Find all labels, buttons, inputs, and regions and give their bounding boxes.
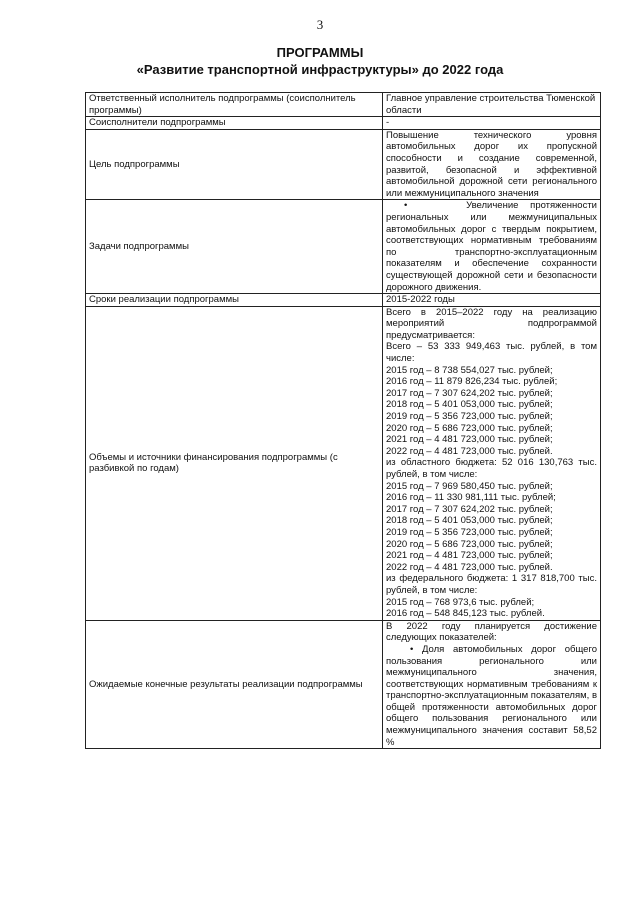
results-intro: В 2022 году планируется достижение следующих показателей: [386,620,597,644]
funding-year-line: 2017 год – 7 307 624,202 тыс. рублей; [386,387,553,399]
document-subtitle: «Развитие транспортной инфраструктуры» до 2022 года [136,62,504,77]
terms-label: Сроки реализации подпрограммы [86,294,383,307]
funding-year-line: 2017 год – 7 307 624,202 тыс. рублей; [386,503,553,515]
tasks-text: Увеличение протяженности региональных или межмуниципальных автомобильных дорог с твердым покрытием, соответствующих нормативным требованиям по транспортно-эксплуатационным показателям и обеспечение сохранности существующей дорожной сети и безопасности дорожного движения. [386,200,597,293]
funding-year-line: 2019 год – 5 356 723,000 тыс. рублей; [386,411,553,423]
funding-year-line: 2022 год – 4 481 723,000 тыс. рублей. [386,561,553,573]
results-indicator: • Доля автомобильных дорог общего пользования регионального или межмуниципального значения, соответствующих нормативным требованиям к транспортно-эксплуатационным показателям, в общей протяженности автомобильных дорог общего пользования регионального или межмуниципального значения составит 58,52 % [386,643,597,748]
goal-value: Повышение технического уровня автомобильных дорог их пропускной способности и создание современной, развитой, безопасной и эффективной автомобильной дорожной сети регионального или межмуниципального значения [383,129,601,200]
page-number: 3 [316,17,324,32]
executor-value: Главное управление строительства Тюменской области [383,93,601,117]
tasks-label: Задачи подпрограммы [86,200,383,294]
subprogram-passport-table [85,92,601,749]
row-funding [86,306,601,620]
funding-intro: Всего в 2015–2022 году на реализацию мероприятий подпрограммой предусматривается: [386,306,597,341]
row-executor [86,93,601,117]
funding-year-line: 2016 год – 11 330 981,111 тыс. рублей; [386,492,556,504]
funding-year-line: 2021 год – 4 481 723,000 тыс. рублей; [386,550,553,562]
funding-year-line: 2019 год – 5 356 723,000 тыс. рублей; [386,526,553,538]
coexecutors-label: Соисполнители подпрограммы [86,117,383,130]
row-goal [86,129,601,200]
funding-year-line: 2016 год – 11 879 826,234 тыс. рублей; [386,376,558,388]
tasks-value [383,200,601,294]
funding-year-line: 2015 год – 7 969 580,450 тыс. рублей; [386,480,553,492]
funding-year-line: 2015 год – 768 973,6 тыс. рублей; [386,596,535,608]
tasks-bullet-icon: • [404,200,408,212]
funding-label: Объемы и источники финансирования подпрограммы (с разбивкой по годам) [86,306,383,620]
goal-label: Цель подпрограммы [86,129,383,200]
funding-year-line: 2022 год – 4 481 723,000 тыс. рублей. [386,445,553,457]
funding-value [383,306,601,620]
row-coexecutors [86,117,601,130]
funding-year-line: 2020 год – 5 686 723,000 тыс. рублей; [386,538,553,550]
terms-value: 2015-2022 годы [383,294,601,307]
funding-total: Всего – 53 333 949,463 тыс. рублей, в том числе: [386,341,597,365]
row-tasks [86,200,601,294]
funding-year-line: 2018 год – 5 401 053,000 тыс. рублей; [386,515,553,527]
funding-total-years [386,365,597,458]
results-value [383,620,601,749]
funding-federal: из федерального бюджета: 1 317 818,700 тыс. рублей, в том числе: [386,573,597,596]
funding-year-line: 2015 год – 8 738 554,027 тыс. рублей; [386,364,553,376]
funding-year-line: 2016 год – 548 845,123 тыс. рублей. [386,608,545,620]
results-label: Ожидаемые конечные результаты реализации подпрограммы [86,620,383,749]
row-terms [86,294,601,307]
funding-year-line: 2021 год – 4 481 723,000 тыс. рублей; [386,434,553,446]
funding-regional: из областного бюджета: 52 016 130,763 тыс. рублей, в том числе: [386,457,597,480]
funding-regional-years [386,481,597,574]
funding-year-line: 2018 год – 5 401 053,000 тыс. рублей; [386,399,553,411]
row-results [86,620,601,749]
funding-year-line: 2020 год – 5 686 723,000 тыс. рублей; [386,422,553,434]
coexecutors-value: - [383,117,601,130]
document-title: ПРОГРАММЫ [276,45,364,60]
funding-federal-years [386,597,597,620]
executor-label: Ответственный исполнитель подпрограммы (соисполнитель программы) [86,93,383,117]
